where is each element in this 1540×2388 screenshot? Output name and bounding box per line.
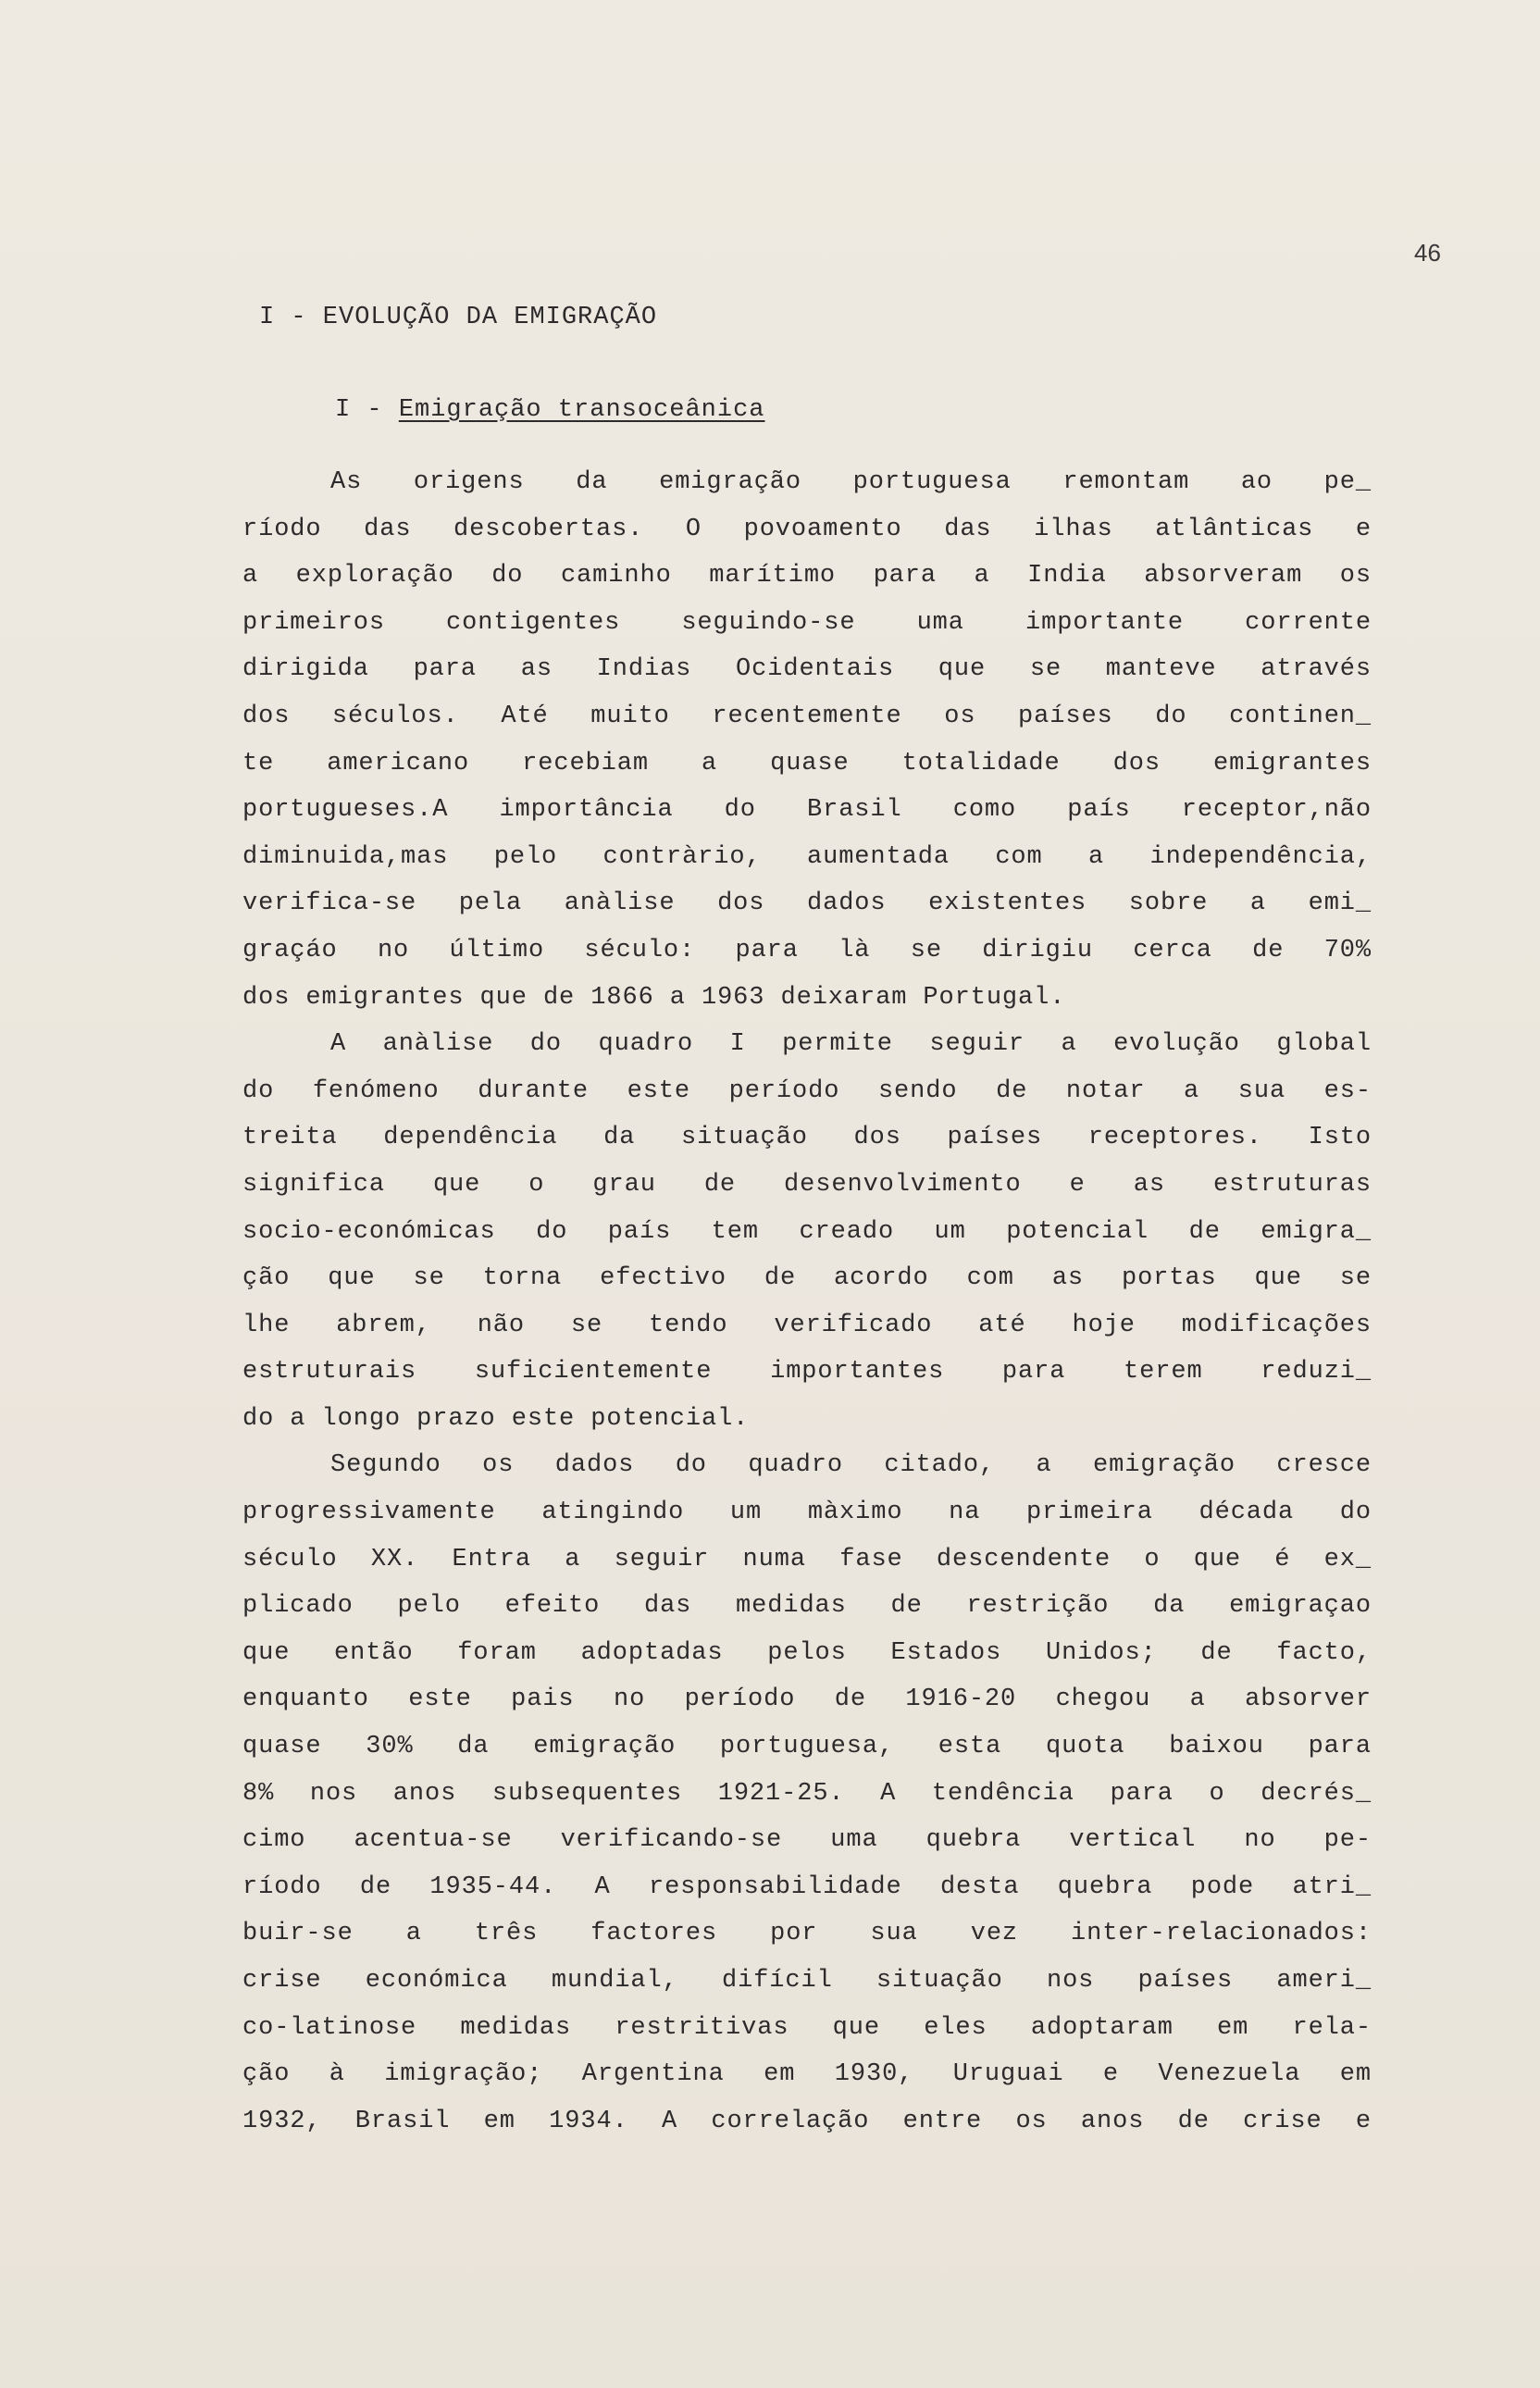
- text-line: socio-económicas do país tem creado um potencial de emigra_: [242, 1217, 1372, 1246]
- subsection-heading: [335, 396, 764, 424]
- paragraph: [242, 1442, 1372, 2145]
- text-line: que então foram adoptadas pelos Estados Unidos; de facto,: [242, 1638, 1372, 1667]
- text-line: ção à imigração; Argentina em 1930, Uruguai e Venezuela em: [242, 2060, 1372, 2089]
- text-line: Segundo os dados do quadro citado, a emigração cresce: [330, 1451, 1372, 1480]
- text-line: lhe abrem, não se tendo verificado até hoje modificações: [242, 1311, 1372, 1339]
- text-line: graçáo no último século: para là se dirigiu cerca de 70%: [242, 936, 1372, 964]
- subsection-title: Emigração transoceânica: [398, 396, 765, 424]
- text-line: quase 30% da emigração portuguesa, esta quota baixou para: [242, 1733, 1372, 1761]
- text-line: dos séculos. Até muito recentemente os países do continen_: [242, 702, 1372, 730]
- text-line: primeiros contigentes seguindo-se uma importante corrente: [242, 608, 1372, 637]
- text-line: século XX. Entra a seguir numa fase descendente o que é ex_: [242, 1545, 1372, 1573]
- text-line: co-latinose medidas restritivas que eles adoptaram em rela-: [242, 2013, 1372, 2042]
- text-line: enquanto este pais no período de 1916-20 chegou a absorver: [242, 1685, 1372, 1714]
- text-line: crise económica mundial, difícil situação nos países ameri_: [242, 1967, 1372, 1995]
- body-text: [242, 459, 1372, 2145]
- text-line: buir-se a três factores por sua vez inter-relacionados:: [242, 1920, 1372, 1948]
- text-line: ção que se torna efectivo de acordo com as portas que se: [242, 1264, 1372, 1293]
- text-line: 8% nos anos subsequentes 1921-25. A tendência para o decrés_: [242, 1779, 1372, 1808]
- section-heading: I - EVOLUÇÃO DA EMIGRAÇÃO: [259, 304, 658, 331]
- text-line: treita dependência da situação dos países receptores. Isto: [242, 1124, 1372, 1152]
- text-line: A anàlise do quadro I permite seguir a evolução global: [330, 1030, 1372, 1059]
- text-line: estruturais suficientemente importantes para terem reduzi_: [242, 1358, 1372, 1387]
- text-line: significa que o grau de desenvolvimento e as estruturas: [242, 1170, 1372, 1199]
- page-number: 46: [1414, 239, 1441, 267]
- text-line: dirigida para as Indias Ocidentais que se manteve através: [242, 655, 1372, 684]
- text-line: plicado pelo efeito das medidas de restrição da emigraçao: [242, 1592, 1372, 1621]
- text-line: a exploração do caminho marítimo para a India absorveram os: [242, 562, 1372, 591]
- paragraph: [242, 459, 1372, 1021]
- text-line: te americano recebiam a quase totalidade dos emigrantes: [242, 749, 1372, 777]
- text-line: progressivamente atingindo um màximo na primeira década do: [242, 1499, 1372, 1527]
- text-line: cimo acentua-se verificando-se uma quebra vertical no pe-: [242, 1826, 1372, 1855]
- text-line: do a longo prazo este potencial.: [242, 1404, 750, 1433]
- text-line: do fenómeno durante este período sendo de notar a sua es-: [242, 1076, 1372, 1105]
- text-line: portugueses.A importância do Brasil como país receptor,não: [242, 796, 1372, 825]
- text-line: verifica-se pela anàlise dos dados existentes sobre a emi_: [242, 889, 1372, 918]
- text-line: ríodo das descobertas. O povoamento das ilhas atlânticas e: [242, 515, 1372, 543]
- subsection-number: I -: [335, 396, 399, 424]
- text-line: diminuida,mas pelo contràrio, aumentada com a independência,: [242, 842, 1372, 871]
- text-line: As origens da emigração portuguesa remontam ao pe_: [330, 468, 1372, 496]
- text-line: ríodo de 1935-44. A responsabilidade desta quebra pode atri_: [242, 1872, 1372, 1901]
- text-line: 1932, Brasil em 1934. A correlação entre os anos de crise e: [242, 2107, 1372, 2135]
- paragraph: [242, 1021, 1372, 1442]
- text-line: dos emigrantes que de 1866 a 1963 deixaram Portugal.: [242, 983, 1066, 1012]
